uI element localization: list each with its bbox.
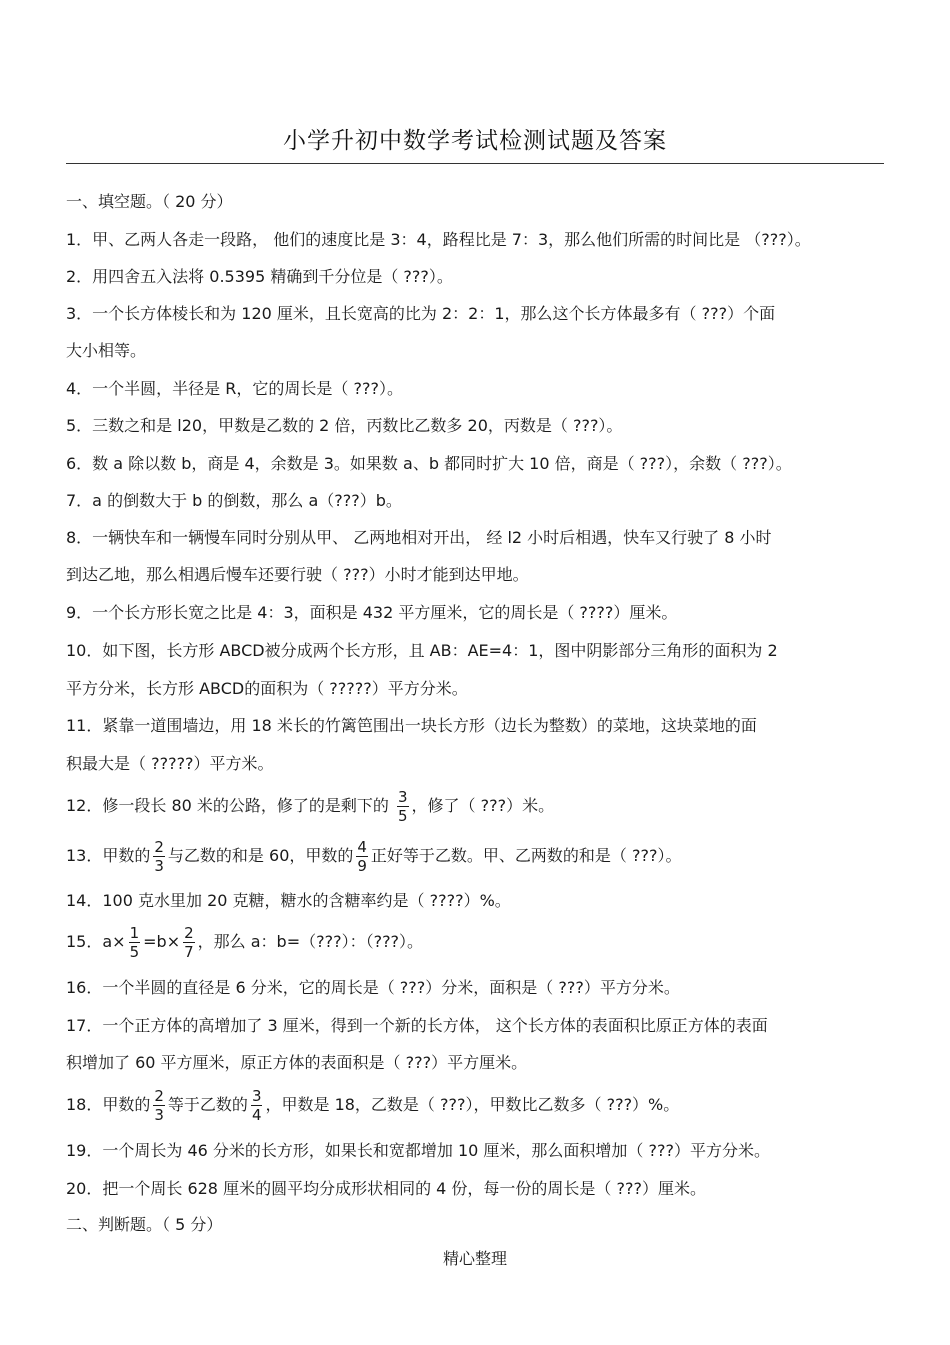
page-title: 小学升初中数学考试检测试题及答案 — [283, 128, 667, 154]
question-12 — [66, 788, 554, 825]
question-2: 2．用四舍五入法将 0.5395 精确到千分位是（ ???）。 — [66, 267, 453, 286]
title-divider — [66, 163, 884, 164]
question-8-line-1: 8．一辆快车和一辆慢车同时分别从甲、 乙两地相对开出， 经 l2 小时后相遇，快车又行驶了 8 小时 — [66, 528, 772, 547]
section-heading-true-false: 二、判断题。（ 5 分） — [66, 1215, 223, 1234]
question-12-text-before: 12．修一段长 80 米的公路，修了的是剩下的 — [66, 796, 394, 815]
question-3-line-1: 3．一个长方体棱长和为 120 厘米，且长宽高的比为 2：2：1，那么这个长方体最多有（ ???）个面 — [66, 304, 776, 323]
question-11-line-1: 11．紧靠一道围墙边，用 18 米长的竹篱笆围出一块长方形（边长为整数）的菜地，这块菜地的面 — [66, 716, 757, 735]
question-11-line-2: 积最大是（ ?????）平方米。 — [66, 754, 274, 773]
question-17-line-1: 17．一个正方体的高增加了 3 厘米，得到一个新的长方体， 这个长方体的表面积比原正方体的表面 — [66, 1016, 768, 1035]
question-1: 1．甲、乙两人各走一段路， 他们的速度比是 3：4，路程比是 7：3，那么他们所需的时间比是 （???）。 — [66, 230, 811, 249]
question-10-line-1: 10．如下图，长方形 ABCD被分成两个长方形，且 AB：AE=4：1，图中阴影部分三角形的面积为 2 — [66, 641, 778, 660]
question-20: 20．把一个周长 628 厘米的圆平均分成形状相同的 4 份，每一份的周长是（ ???）厘米。 — [66, 1179, 706, 1198]
question-3-line-2: 大小相等。 — [66, 341, 147, 360]
question-7: 7．a 的倒数大于 b 的倒数，那么 a（???）b。 — [66, 491, 402, 510]
fraction-4-9: $\frac{4}{9}$ — [357, 838, 367, 875]
question-14: 14．100 克水里加 20 克糖，糖水的含糖率约是（ ????）%。 — [66, 891, 511, 910]
section-heading-fill-blank: 一、填空题。（ 20 分） — [66, 192, 233, 211]
fraction-1-5: $\frac{1}{5}$ — [129, 924, 140, 961]
question-18: 18．甲数的 $\frac{2}{3}$ 等于乙数的 $\frac{3}{4}$ ，甲数是 18，乙数是（ ???），甲数比乙数多（ ???）%。 — [66, 1087, 680, 1124]
fraction-2-3: $\frac{2}{3}$ — [154, 838, 164, 875]
fraction-2-7: $\frac{2}{7}$ — [184, 924, 194, 961]
question-9: 9．一个长方形长宽之比是 4：3，面积是 432 平方厘米，它的周长是（ ????）厘米。 — [66, 603, 678, 622]
question-4: 4．一个半圆，半径是 R，它的周长是（ ???）。 — [66, 379, 403, 398]
question-10-line-2: 平方分米，长方形 ABCD的面积为（ ?????）平方分米。 — [66, 679, 468, 698]
question-8-line-2: 到达乙地，那么相遇后慢车还要行驶（ ???）小时才能到达甲地。 — [66, 565, 529, 584]
fraction-2-3: $\frac{2}{3}$ — [154, 1087, 164, 1124]
question-16: 16．一个半圆的直径是 6 分米，它的周长是（ ???）分米，面积是（ ???）平方分米。 — [66, 978, 680, 997]
question-5: 5．三数之和是 l20，甲数是乙数的 2 倍，丙数比乙数多 20，丙数是（ ???）。 — [66, 416, 623, 435]
question-12-text-after: ，修了（ ???）米。 — [411, 796, 555, 815]
question-19: 19．一个周长为 46 分米的长方形，如果长和宽都增加 10 厘米，那么面积增加（ ???）平方分米。 — [66, 1141, 770, 1160]
question-17-line-2: 积增加了 60 平方厘米，原正方体的表面积是（ ???）平方厘米。 — [66, 1053, 528, 1072]
question-15: 15．a× $\frac{1}{5}$ =b× $\frac{2}{7}$ ，那么 a：b=（???）：（???）。 — [66, 924, 424, 961]
question-13: 13．甲数的 $\frac{2}{3}$ 与乙数的和是 60，甲数的 $\frac{4}{9}$ 正好等于乙数。甲、乙两数的和是（ ???）。 — [66, 838, 682, 875]
question-6: 6．数 a 除以数 b，商是 4，余数是 3。如果数 a、b 都同时扩大 10 倍，商是（ ???），余数（ ???）。 — [66, 454, 792, 473]
fraction-3-5: $\frac{3}{5}$ — [397, 788, 408, 825]
page-footer: 精心整理 — [442, 1249, 507, 1268]
fraction-3-4: $\frac{3}{4}$ — [251, 1087, 262, 1124]
